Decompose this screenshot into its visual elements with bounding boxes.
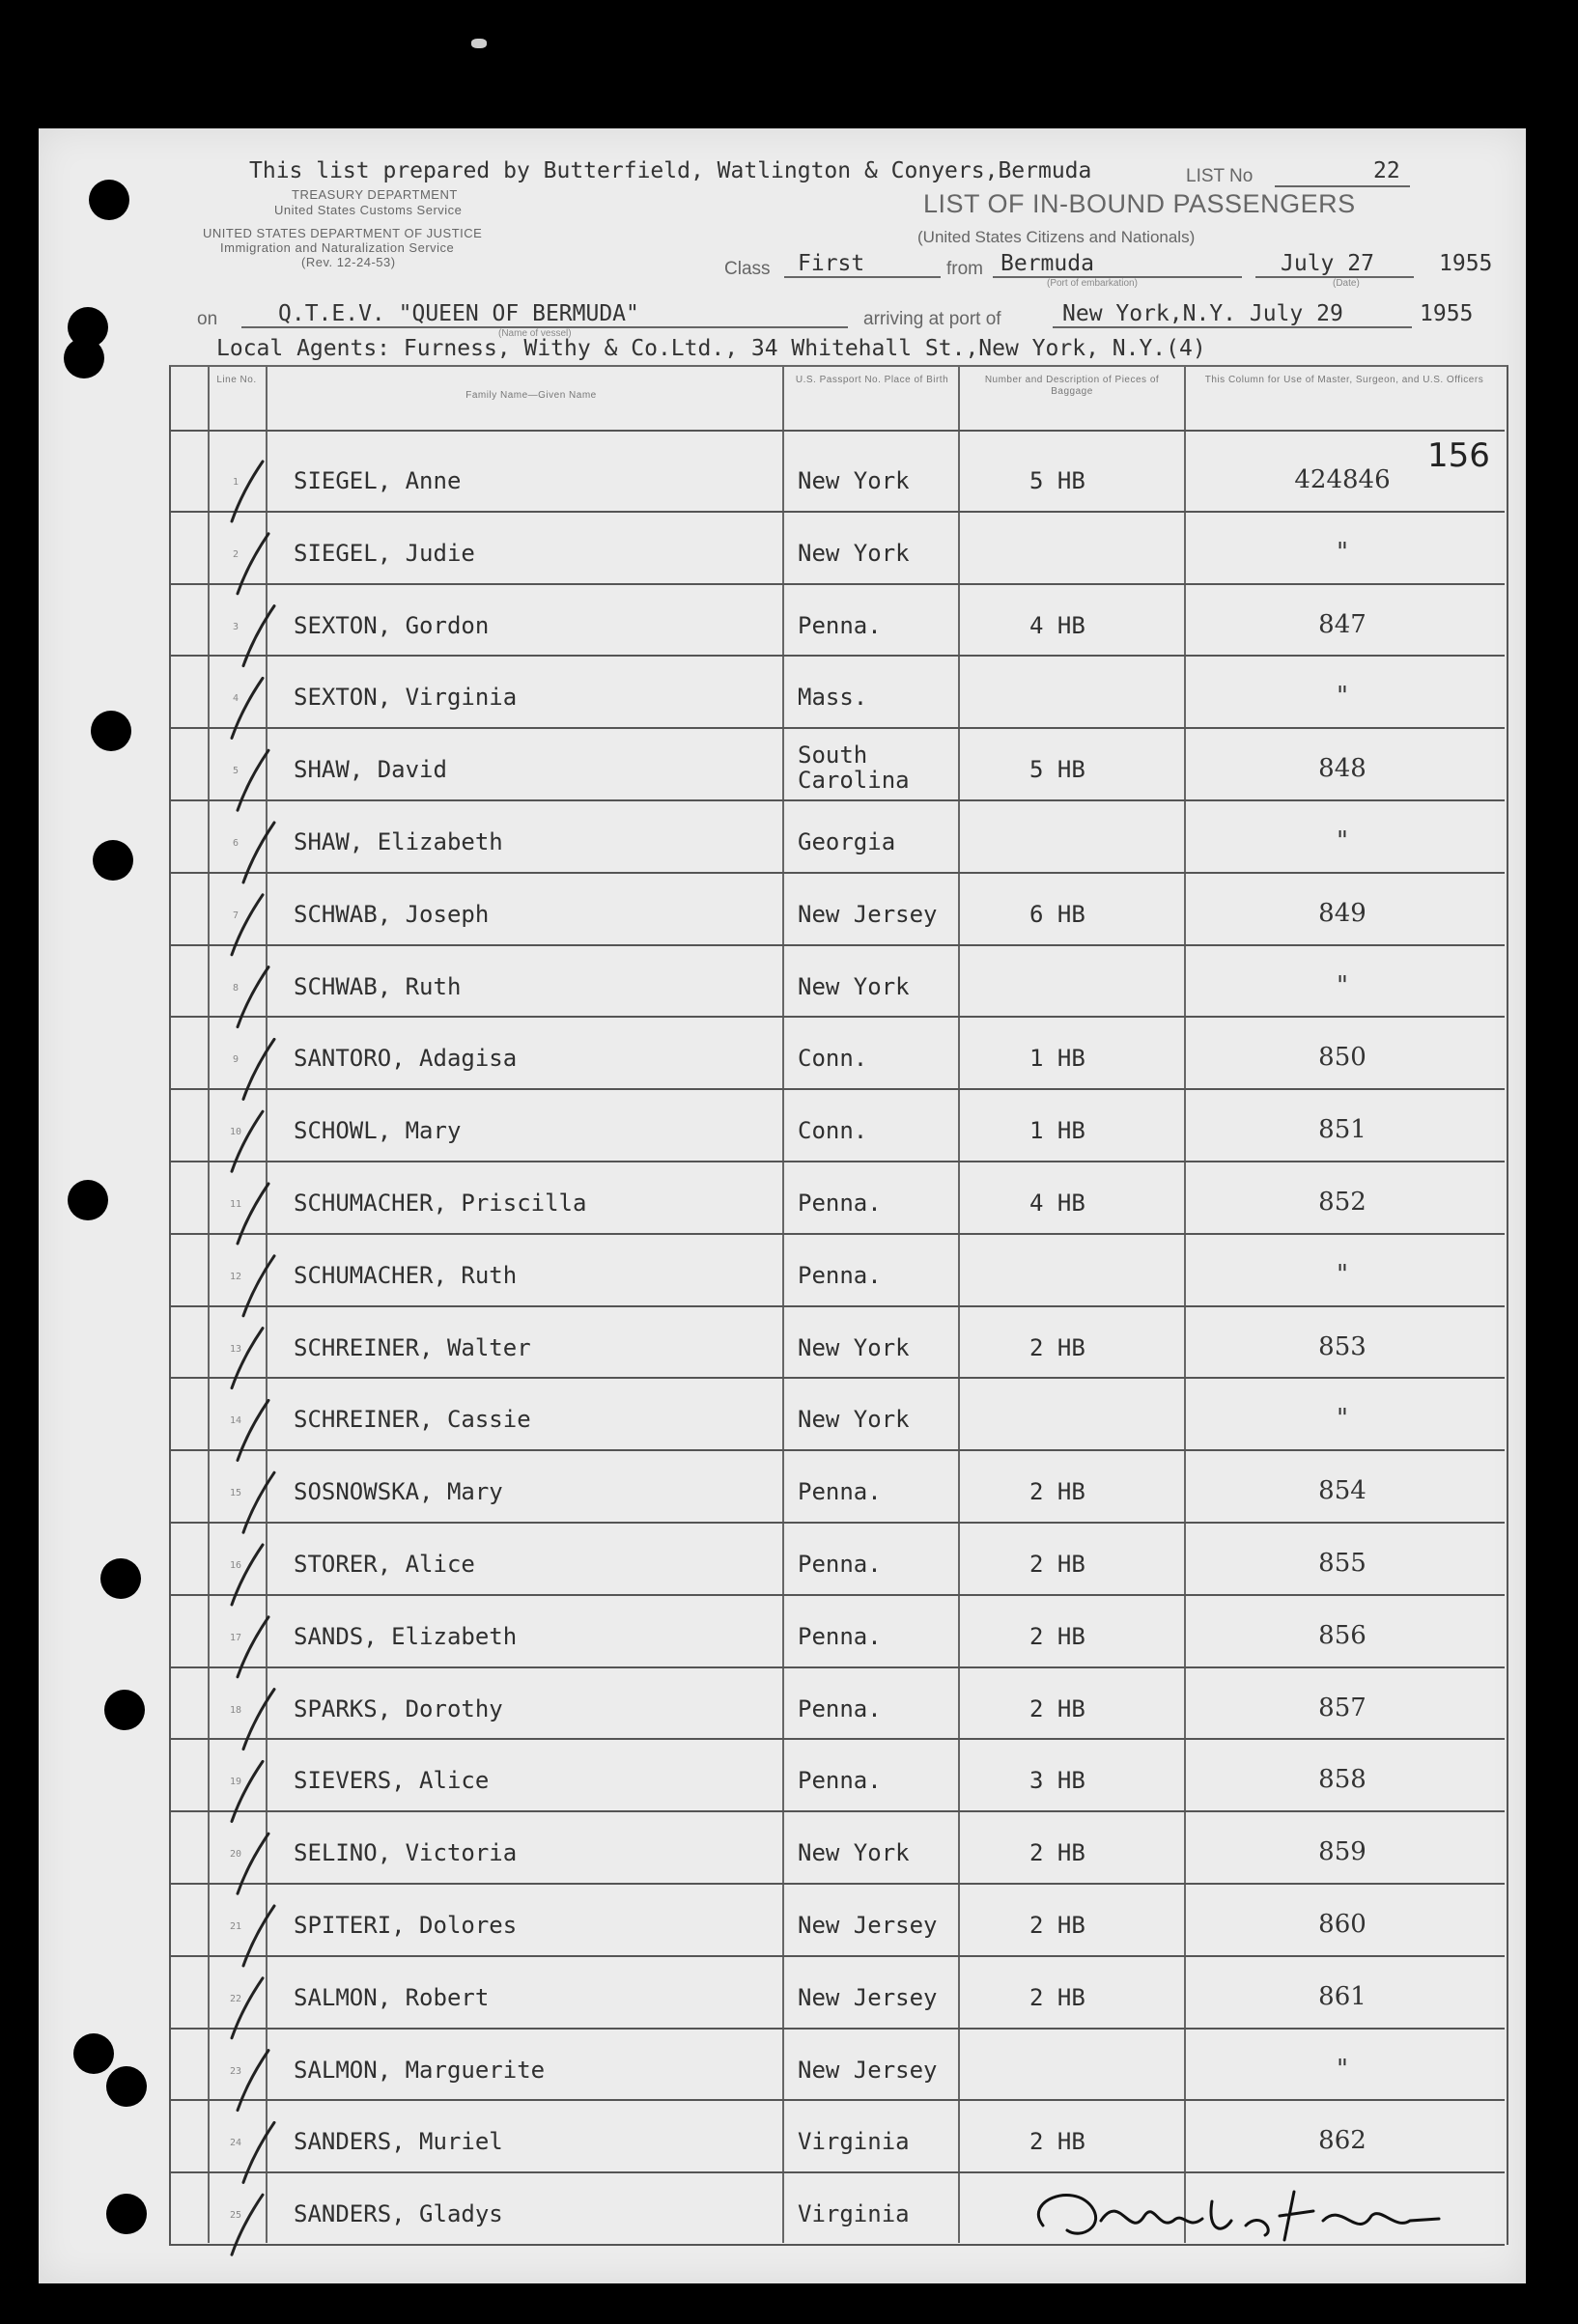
passenger-name: SANDERS, Gladys [294, 2200, 503, 2228]
baggage: 4 HB [1029, 611, 1085, 639]
officer-number: " [1337, 1404, 1348, 1434]
birthplace: New Jersey [798, 900, 938, 928]
passenger-name: SHAW, David [294, 756, 447, 784]
officer-number: 861 [1318, 1981, 1367, 2011]
officer-number: 847 [1318, 609, 1367, 639]
list-no-label: LIST No [1186, 166, 1254, 186]
treasury-dept: TREASURY DEPARTMENT [292, 187, 458, 202]
check-mark [238, 1834, 268, 1893]
birthplace: New Jersey [798, 2056, 938, 2084]
birthplace: New York [798, 1839, 910, 1867]
class-value: First [798, 251, 865, 276]
form-subtitle: (United States Citizens and Nationals) [917, 228, 1196, 246]
check-mark [243, 1256, 274, 1316]
depart-date: July 27 [1281, 251, 1374, 276]
check-mark [238, 1400, 268, 1460]
passenger-name: SCHREINER, Cassie [294, 1406, 531, 1434]
birthplace: Penna. [798, 1551, 882, 1578]
passenger-name: STORER, Alice [294, 1551, 475, 1578]
passenger-name: SHAW, Elizabeth [294, 828, 503, 855]
line-number: 22 [229, 1993, 242, 2004]
line-number: 10 [229, 1127, 242, 1138]
form-title: LIST OF IN-BOUND PASSENGERS [923, 189, 1356, 218]
passenger-name: SCHOWL, Mary [294, 1117, 462, 1145]
check-mark [232, 1111, 263, 1171]
baggage: 2 HB [1029, 1912, 1085, 1939]
line-number: 5 [232, 766, 240, 777]
check-mark [238, 1184, 268, 1244]
arrival-year: 1955 [1420, 301, 1474, 326]
line-number: 19 [229, 1777, 242, 1788]
officer-number: 862 [1318, 2126, 1367, 2156]
depart-year: 1955 [1439, 251, 1493, 276]
passenger-name: SIEVERS, Alice [294, 1767, 490, 1795]
line-number: 21 [229, 1921, 242, 1932]
check-mark [238, 750, 268, 810]
justice-dept: UNITED STATES DEPARTMENT OF JUSTICE [203, 226, 483, 240]
officer-number: " [1337, 2054, 1348, 2084]
col-header-passport: U.S. Passport No. Place of Birth [795, 375, 949, 385]
officer-number: 852 [1318, 1188, 1367, 1217]
birthplace: Georgia [798, 828, 896, 855]
baggage: 2 HB [1029, 1622, 1085, 1650]
baggage: 2 HB [1029, 2128, 1085, 2156]
baggage: 1 HB [1029, 1045, 1085, 1073]
baggage: 1 HB [1029, 1117, 1085, 1145]
passenger-name: SIEGEL, Judie [294, 539, 475, 567]
officer-number: " [1337, 826, 1348, 855]
birthplace: Penna. [798, 1261, 882, 1289]
baggage: 2 HB [1029, 1333, 1085, 1361]
vessel-caption: (Name of vessel) [498, 328, 572, 339]
check-mark [243, 823, 274, 882]
birthplace: Mass. [798, 684, 868, 712]
passenger-name: SCHREINER, Walter [294, 1333, 531, 1361]
passenger-name: SEXTON, Gordon [294, 611, 490, 639]
birthplace: New York [798, 467, 910, 494]
passenger-name: SALMON, Marguerite [294, 2056, 546, 2084]
birthplace: New Jersey [798, 1983, 938, 2011]
check-mark [232, 895, 263, 955]
form-revision: (Rev. 12-24-53) [301, 255, 396, 269]
baggage: 3 HB [1029, 1767, 1085, 1795]
line-number: 7 [232, 910, 240, 921]
birthplace: Virginia [798, 2200, 910, 2228]
check-mark [238, 2051, 268, 2111]
birthplace: New York [798, 972, 910, 1000]
birthplace: New York [798, 1406, 910, 1434]
line-number: 11 [229, 1199, 242, 1210]
local-agents: Local Agents: Furness, Withy & Co.Ltd., 34 Whitehall St.,New York, N.Y.(4) [216, 336, 1206, 361]
check-mark [232, 1329, 263, 1388]
officer-number: 849 [1318, 898, 1367, 928]
passenger-name: SPARKS, Dorothy [294, 1694, 503, 1722]
check-mark [243, 1472, 274, 1532]
col-header-baggage: Number and Description of Pieces of Baggage [984, 375, 1160, 397]
line-number: 12 [229, 1271, 242, 1282]
line-number: 8 [232, 982, 240, 994]
check-mark [232, 1978, 263, 2038]
customs-service: United States Customs Service [274, 203, 463, 217]
officer-number: " [1337, 537, 1348, 567]
officer-number: 424846 [1294, 465, 1391, 494]
check-mark [238, 967, 268, 1027]
birthplace: Penna. [798, 1767, 882, 1795]
page-number: 156 [1427, 436, 1490, 475]
list-no-value: 22 [1373, 158, 1400, 183]
passenger-name: SPITERI, Dolores [294, 1912, 518, 1939]
passenger-name: SEXTON, Virginia [294, 684, 518, 712]
passenger-name: SCHWAB, Ruth [294, 972, 462, 1000]
line-number: 15 [229, 1488, 242, 1499]
line-number: 17 [229, 1632, 242, 1643]
line-number: 16 [229, 1560, 242, 1571]
birthplace: Penna. [798, 611, 882, 639]
line-number: 3 [232, 621, 240, 632]
passenger-name: SANDERS, Muriel [294, 2128, 503, 2156]
vessel-name: Q.T.E.V. "QUEEN OF BERMUDA" [278, 301, 639, 326]
on-label: on [197, 309, 218, 329]
passenger-name: SALMON, Robert [294, 1983, 490, 2011]
passenger-name: SCHWAB, Joseph [294, 900, 490, 928]
passenger-name: SOSNOWSKA, Mary [294, 1478, 503, 1506]
line-number: 9 [232, 1054, 240, 1066]
line-number: 24 [229, 2138, 242, 2149]
check-mark [243, 606, 274, 666]
birthplace: Penna. [798, 1694, 882, 1722]
baggage: 5 HB [1029, 756, 1085, 784]
line-number: 20 [229, 1849, 242, 1861]
birthplace: Penna. [798, 1622, 882, 1650]
baggage: 6 HB [1029, 900, 1085, 928]
officer-number: " [1337, 1259, 1348, 1289]
check-mark [238, 1617, 268, 1677]
line-number: 4 [232, 693, 240, 705]
baggage: 2 HB [1029, 1839, 1085, 1867]
birthplace: Conn. [798, 1045, 868, 1073]
check-mark [232, 1545, 263, 1605]
arriving-label: arriving at port of [863, 309, 1001, 329]
officer-number: 857 [1318, 1693, 1367, 1722]
col-header-officers: This Column for Use of Master, Surgeon, and U.S. Officers [1204, 375, 1484, 385]
officer-number: 859 [1318, 1837, 1367, 1867]
officer-number: " [1337, 970, 1348, 1000]
from-label: from [946, 259, 983, 279]
line-number: 25 [229, 2210, 242, 2222]
line-number: 23 [229, 2065, 242, 2077]
ins-service: Immigration and Naturalization Service [220, 240, 455, 255]
check-mark [243, 2122, 274, 2182]
signature [1014, 2172, 1449, 2259]
date-caption: (Date) [1333, 278, 1360, 289]
line-number: 2 [232, 548, 240, 560]
check-mark [232, 1761, 263, 1821]
baggage: 2 HB [1029, 1983, 1085, 2011]
officer-number: 850 [1318, 1043, 1367, 1073]
officer-number: 858 [1318, 1765, 1367, 1795]
baggage: 4 HB [1029, 1190, 1085, 1217]
from-value: Bermuda [1000, 251, 1094, 276]
birthplace: Conn. [798, 1117, 868, 1145]
baggage: 2 HB [1029, 1694, 1085, 1722]
prepared-by-line: This list prepared by Butterfield, Watlington & Conyers,Bermuda [249, 158, 1092, 183]
port-caption: (Port of embarkation) [1047, 278, 1138, 289]
line-number: 1 [232, 477, 240, 488]
baggage: 2 HB [1029, 1478, 1085, 1506]
check-mark [243, 1039, 274, 1099]
col-header-name: Family Name—Given Name [465, 390, 597, 401]
officer-number: 848 [1318, 754, 1367, 784]
check-mark [238, 534, 268, 594]
passenger-name: SCHUMACHER, Priscilla [294, 1190, 587, 1217]
check-mark [232, 2195, 263, 2254]
line-number: 14 [229, 1415, 242, 1427]
baggage: 5 HB [1029, 467, 1085, 494]
officer-number: 854 [1318, 1476, 1367, 1506]
class-label: Class [724, 259, 771, 279]
passenger-name: SANTORO, Adagisa [294, 1045, 518, 1073]
officer-number: 856 [1318, 1620, 1367, 1650]
check-mark [232, 678, 263, 738]
passenger-name: SANDS, Elizabeth [294, 1622, 518, 1650]
birthplace: New York [798, 539, 910, 567]
birthplace: New York [798, 1333, 910, 1361]
birthplace: Penna. [798, 1478, 882, 1506]
birthplace: Virginia [798, 2128, 910, 2156]
passenger-name: SCHUMACHER, Ruth [294, 1261, 518, 1289]
check-mark [243, 1690, 274, 1750]
birthplace: South Carolina [798, 742, 910, 795]
check-mark [243, 1906, 274, 1966]
birthplace: New Jersey [798, 1912, 938, 1939]
passenger-name: SIEGEL, Anne [294, 467, 462, 494]
line-number: 13 [229, 1343, 242, 1355]
officer-number: 851 [1318, 1115, 1367, 1145]
birthplace: Penna. [798, 1190, 882, 1217]
officer-number: 860 [1318, 1910, 1367, 1939]
officer-number: 853 [1318, 1331, 1367, 1361]
col-header-line-no: Line No. [216, 375, 257, 385]
passenger-name: SELINO, Victoria [294, 1839, 518, 1867]
line-number: 6 [232, 838, 240, 849]
check-mark [232, 462, 263, 521]
officer-number: " [1337, 682, 1348, 712]
officer-number: 855 [1318, 1549, 1367, 1578]
line-number: 18 [229, 1704, 242, 1716]
baggage: 2 HB [1029, 1551, 1085, 1578]
arrival-port: New York,N.Y. July 29 [1062, 301, 1343, 326]
